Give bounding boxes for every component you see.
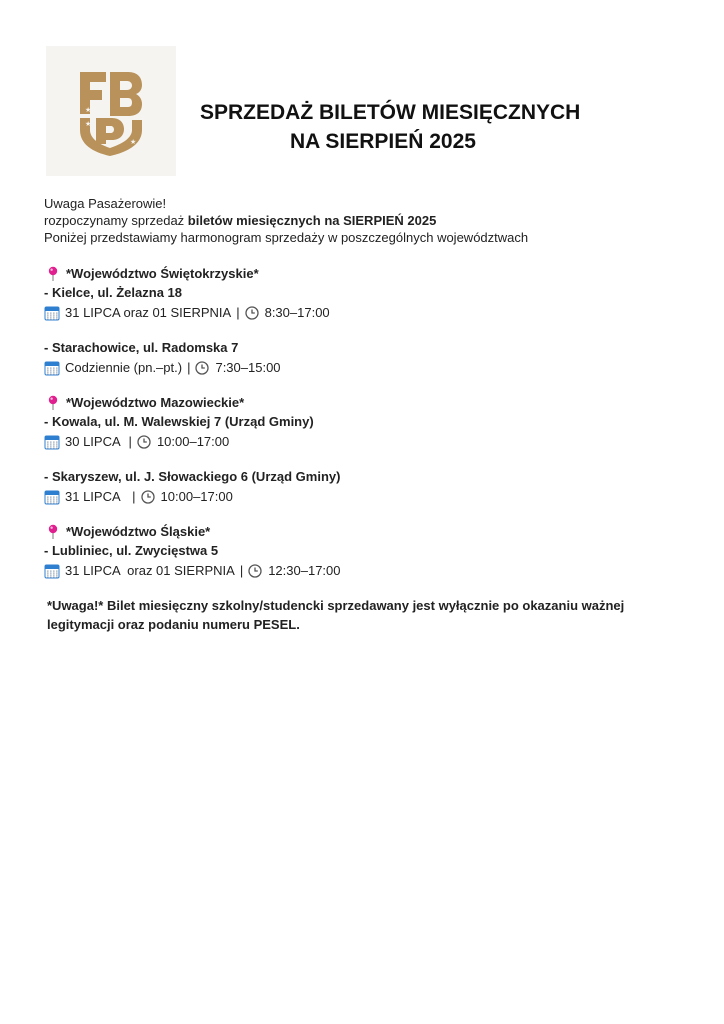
calendar-icon (44, 360, 60, 376)
svg-text:★: ★ (126, 129, 133, 136)
sale-hours: 10:00–17:00 (160, 489, 233, 504)
intro-line-2-bold: biletów miesięcznych na SIERPIEŃ 2025 (187, 213, 437, 228)
intro-line-3: Poniżej przedstawiamy harmonogram sprzedaży w poszczególnych województwach (44, 230, 529, 245)
sale-hours: 10:00–17:00 (156, 434, 230, 449)
region-heading (44, 264, 684, 283)
separator: | (239, 563, 244, 578)
sales-schedule (44, 486, 684, 508)
separator: | (236, 305, 240, 320)
separator: | (187, 360, 191, 375)
greeting: Uwaga Pasażerowie! (44, 196, 167, 211)
sales-schedule (44, 357, 684, 379)
location-address: - Kielce, ul. Żelazna 18 (44, 285, 182, 300)
clock-icon (137, 435, 151, 449)
sale-hours: 12:30–17:00 (268, 563, 341, 578)
calendar-icon (44, 305, 60, 321)
clock-icon (245, 306, 259, 320)
clock-icon (195, 361, 209, 375)
location-address: - Lubliniec, ul. Zwycięstwa 5 (44, 543, 219, 558)
calendar-icon (44, 434, 60, 450)
document-body (44, 195, 684, 634)
important-note: *Uwaga!* Bilet miesięczny szkolny/studencki sprzedawany jest wyłącznie po okazaniu ważnej legitymacji oraz podaniu numeru PESEL. (47, 598, 625, 632)
sale-hours: 8:30–17:00 (264, 305, 330, 320)
location-address: - Kowala, ul. M. Walewskiej 7 (Urząd Gminy) (44, 414, 314, 429)
svg-text:★: ★ (85, 107, 92, 114)
title-line-2: NA SIERPIEŃ 2025 (290, 130, 476, 153)
svg-text:★: ★ (130, 139, 137, 146)
fbp-logo-shield (76, 68, 148, 156)
sale-dates: 30 LIPCA (65, 434, 124, 449)
round-pushpin-icon (46, 266, 60, 282)
region-name: *Województwo Świętokrzyskie* (66, 266, 259, 281)
round-pushpin-icon (46, 395, 60, 411)
sales-schedule (44, 302, 684, 324)
svg-text:★: ★ (85, 121, 92, 128)
region-heading (44, 393, 684, 412)
round-pushpin-icon (46, 524, 60, 540)
sale-dates: 31 LIPCA oraz 01 SIERPNIA (65, 305, 232, 320)
clock-icon (248, 564, 262, 578)
sales-schedule (44, 560, 684, 582)
location-address: - Skaryszew, ul. J. Słowackiego 6 (Urząd Gminy) (44, 469, 341, 484)
region-name: *Województwo Mazowieckie* (66, 395, 245, 410)
separator: | (132, 489, 136, 504)
sale-dates: 31 LIPCA oraz 01 SIERPNIA (65, 563, 235, 578)
sales-schedule (44, 431, 684, 453)
regions-list (44, 264, 684, 582)
calendar-icon (44, 489, 60, 505)
sale-dates: Codziennie (pn.–pt.) (65, 360, 183, 375)
intro-line-2 (44, 212, 684, 229)
region-name: *Województwo Śląskie* (66, 524, 211, 539)
sale-dates: 31 LIPCA (65, 489, 128, 504)
clock-icon (141, 490, 155, 504)
region-heading (44, 522, 684, 541)
intro-line-2-prefix: rozpoczynamy sprzedaż (44, 213, 188, 228)
sale-hours: 7:30–15:00 (215, 360, 281, 375)
company-logo (46, 46, 176, 176)
location-address: - Starachowice, ul. Radomska 7 (44, 340, 239, 355)
title-line-1: SPRZEDAŻ BILETÓW MIESIĘCZNYCH (200, 101, 581, 124)
calendar-icon (44, 563, 60, 579)
page-title (200, 98, 620, 156)
separator: | (128, 434, 132, 449)
